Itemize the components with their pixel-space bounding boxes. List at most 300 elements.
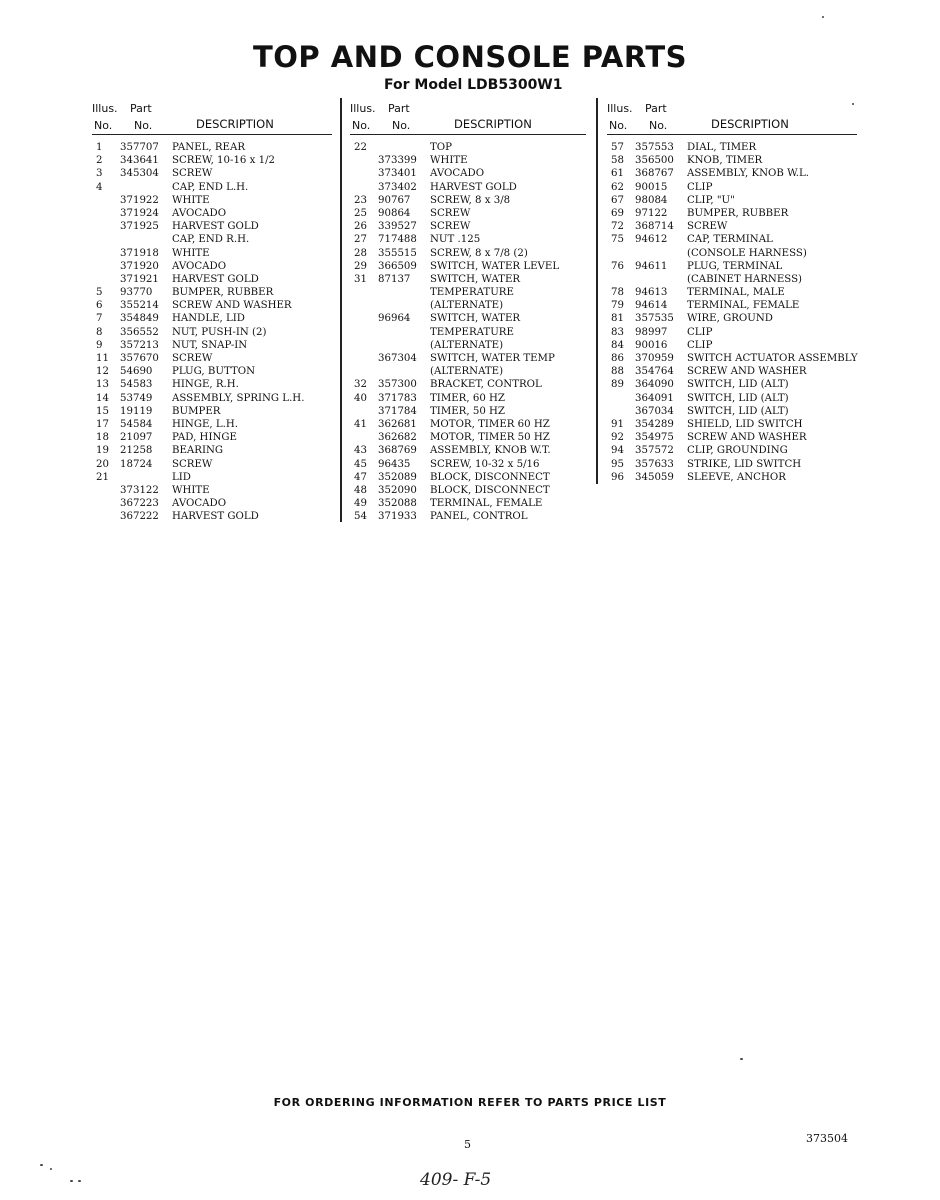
parts-column-2 <box>350 100 586 523</box>
part-number: 368714 <box>635 221 674 233</box>
illus-number: 95 <box>611 458 624 470</box>
part-description: (CABINET HARNESS) <box>687 273 803 285</box>
ordering-info-footer: FOR ORDERING INFORMATION REFER TO PARTS PRICE LIST <box>273 1096 667 1109</box>
header-description-label: DESCRIPTION <box>196 117 274 131</box>
part-description: AVOCADO <box>172 260 227 272</box>
table-row <box>607 431 857 444</box>
part-description: SCREW, 8 x 3/8 <box>430 194 511 206</box>
part-description: CAP, TERMINAL <box>687 234 773 246</box>
illus-number: 1 <box>96 142 103 153</box>
table-row <box>92 339 332 352</box>
page-title: TOP AND CONSOLE PARTS <box>252 40 688 74</box>
part-number: 93770 <box>120 287 153 299</box>
table-row <box>607 260 857 273</box>
page-number: 5 <box>464 1138 471 1151</box>
illus-number: 88 <box>611 366 624 378</box>
part-number: 370959 <box>635 353 674 364</box>
part-description: SCREW <box>172 168 213 180</box>
part-description: CLIP <box>687 181 713 193</box>
part-number: 367222 <box>120 511 159 523</box>
part-number: 373399 <box>378 155 417 167</box>
scan-speck <box>50 1168 52 1170</box>
part-description: BUMPER, RUBBER <box>687 207 789 219</box>
part-description: SCREW AND WASHER <box>687 432 807 444</box>
part-number: 339527 <box>378 221 417 233</box>
part-description: NUT, PUSH-IN (2) <box>172 326 267 338</box>
part-number: 54690 <box>120 366 153 378</box>
part-number: 87137 <box>378 273 411 285</box>
part-description: BUMPER <box>172 405 221 417</box>
part-description: SCREW <box>430 207 471 219</box>
part-description: HARVEST GOLD <box>172 511 259 523</box>
table-row <box>92 431 332 444</box>
part-description: LID <box>172 471 191 483</box>
illus-number: 61 <box>611 168 624 180</box>
part-description: PLUG, BUTTON <box>172 366 256 378</box>
illus-number: 5 <box>96 287 103 299</box>
part-number: 368769 <box>378 445 417 457</box>
part-description: (ALTERNATE) <box>430 366 504 378</box>
part-description: SCREW, 10-32 x 5/16 <box>430 458 540 470</box>
table-row <box>92 260 332 273</box>
part-number: 362682 <box>378 432 417 444</box>
table-row <box>607 299 857 312</box>
part-number: 367304 <box>378 353 417 364</box>
table-row <box>607 312 857 325</box>
table-row <box>350 233 586 246</box>
part-description: PAD, HINGE <box>172 432 237 444</box>
part-number: 352090 <box>378 484 417 496</box>
header-illus-label: Illus. <box>607 102 633 115</box>
parts-column-1 <box>92 100 332 523</box>
part-number: 54584 <box>120 418 153 430</box>
part-description: BUMPER, RUBBER <box>172 287 274 299</box>
header-part-no-label: No. <box>649 119 668 132</box>
illus-number: 20 <box>96 458 109 470</box>
part-number: 357300 <box>378 379 417 391</box>
part-description: TEMPERATURE <box>430 326 514 338</box>
table-row <box>350 365 586 378</box>
table-row <box>92 392 332 405</box>
part-description: TOP <box>430 142 453 153</box>
part-description: SWITCH, WATER <box>430 313 521 325</box>
illus-number: 75 <box>611 234 624 246</box>
part-description: STRIKE, LID SWITCH <box>687 458 802 470</box>
illus-number: 14 <box>96 392 109 404</box>
handwritten-note: 409- F-5 <box>420 1170 492 1190</box>
table-row <box>92 273 332 286</box>
part-description: SCREW AND WASHER <box>687 366 807 378</box>
part-description: BLOCK, DISCONNECT <box>430 484 550 496</box>
part-description: MOTOR, TIMER 50 HZ <box>430 432 550 444</box>
illus-number: 40 <box>354 392 367 404</box>
part-description: WHITE <box>172 194 210 206</box>
part-description: DIAL, TIMER <box>687 142 757 153</box>
part-number: 354975 <box>635 432 674 444</box>
header-part-no-label: No. <box>134 119 153 132</box>
part-description: HARVEST GOLD <box>430 181 517 193</box>
illus-number: 57 <box>611 142 624 153</box>
table-row <box>350 471 586 484</box>
table-row <box>92 458 332 471</box>
part-number: 371925 <box>120 221 159 233</box>
scan-speck <box>70 1180 73 1182</box>
table-row <box>350 378 586 391</box>
table-row <box>350 181 586 194</box>
part-number: 94613 <box>635 287 668 299</box>
illus-number: 76 <box>611 260 624 272</box>
part-number: 371924 <box>120 207 159 219</box>
illus-number: 47 <box>354 471 367 483</box>
illus-number: 4 <box>96 181 103 193</box>
part-number: 98084 <box>635 194 668 206</box>
column-header <box>607 100 857 135</box>
illus-number: 19 <box>96 445 109 457</box>
table-row <box>607 154 857 167</box>
part-number: 345059 <box>635 471 674 483</box>
part-description: BLOCK, DISCONNECT <box>430 471 550 483</box>
table-row <box>92 233 332 246</box>
part-description: SLEEVE, ANCHOR <box>687 471 786 483</box>
part-description: ASSEMBLY, KNOB W.L. <box>687 168 810 180</box>
part-number: 355515 <box>378 247 417 259</box>
table-row <box>350 260 586 273</box>
table-row <box>350 312 586 325</box>
table-row <box>350 510 586 523</box>
part-description: SCREW <box>172 353 213 364</box>
illus-number: 18 <box>96 432 109 444</box>
part-description: TERMINAL, FEMALE <box>687 300 800 312</box>
table-row <box>607 378 857 391</box>
part-number: 352089 <box>378 471 417 483</box>
part-number: 366509 <box>378 260 417 272</box>
header-illus-no-label: No. <box>94 119 113 132</box>
part-number: 94611 <box>635 260 668 272</box>
part-number: 717488 <box>378 234 417 246</box>
header-part-label: Part <box>130 102 152 115</box>
table-row <box>92 471 332 484</box>
part-number: 371933 <box>378 511 417 523</box>
table-row <box>607 405 857 418</box>
part-description: SCREW, 10-16 x 1/2 <box>172 155 276 167</box>
column-header <box>92 100 332 135</box>
part-number: 367034 <box>635 405 674 417</box>
part-number: 373401 <box>378 168 417 180</box>
table-row <box>92 220 332 233</box>
part-number: 371783 <box>378 392 417 404</box>
part-number: 354764 <box>635 366 674 378</box>
part-number: 357213 <box>120 339 159 351</box>
illus-number: 81 <box>611 313 624 325</box>
illus-number: 21 <box>96 471 109 483</box>
part-number: 364090 <box>635 379 674 391</box>
table-row <box>607 233 857 246</box>
part-description: NUT, SNAP-IN <box>172 339 248 351</box>
table-row <box>350 484 586 497</box>
part-description: TERMINAL, FEMALE <box>430 498 543 510</box>
part-number: 53749 <box>120 392 153 404</box>
table-row <box>607 273 857 286</box>
table-row <box>350 220 586 233</box>
column-divider <box>596 98 598 484</box>
part-number: 371918 <box>120 247 159 259</box>
part-description: PLUG, TERMINAL <box>687 260 783 272</box>
part-description: SWITCH, WATER <box>430 273 521 285</box>
table-row <box>350 154 586 167</box>
part-description: CLIP, GROUNDING <box>687 445 788 457</box>
part-number: 96964 <box>378 313 411 325</box>
table-row <box>350 194 586 207</box>
part-description: TERMINAL, MALE <box>687 287 785 299</box>
table-row <box>92 378 332 391</box>
part-description: SCREW <box>687 221 728 233</box>
table-row <box>92 497 332 510</box>
part-description: CAP, END R.H. <box>172 234 250 246</box>
illus-number: 43 <box>354 445 367 457</box>
table-row <box>350 207 586 220</box>
header-illus-no-label: No. <box>352 119 371 132</box>
header-part-no-label: No. <box>392 119 411 132</box>
table-row <box>607 444 857 457</box>
table-row <box>92 352 332 365</box>
part-description: TEMPERATURE <box>430 287 514 299</box>
illus-number: 72 <box>611 221 624 233</box>
part-number: 362681 <box>378 418 417 430</box>
table-row <box>350 352 586 365</box>
part-description: SCREW, 8 x 7/8 (2) <box>430 247 528 259</box>
part-number: 371921 <box>120 273 159 285</box>
table-row <box>607 220 857 233</box>
part-number: 356500 <box>635 155 674 167</box>
part-description: SCREW <box>172 458 213 470</box>
illus-number: 9 <box>96 339 103 351</box>
part-number: 21097 <box>120 432 153 444</box>
illus-number: 58 <box>611 155 624 167</box>
part-description: PANEL, REAR <box>172 142 246 153</box>
illus-number: 11 <box>96 353 109 364</box>
table-row <box>350 458 586 471</box>
part-description: SHIELD, LID SWITCH <box>687 418 803 430</box>
part-number: 367223 <box>120 498 159 510</box>
table-row <box>607 339 857 352</box>
part-description: CLIP <box>687 339 713 351</box>
table-row <box>92 312 332 325</box>
illus-number: 3 <box>96 168 103 180</box>
table-row <box>92 194 332 207</box>
table-row <box>350 299 586 312</box>
part-description: CAP, END L.H. <box>172 181 249 193</box>
part-description: CLIP, "U" <box>687 194 735 206</box>
illus-number: 91 <box>611 418 624 430</box>
table-row <box>350 247 586 260</box>
table-row <box>607 458 857 471</box>
table-row <box>92 510 332 523</box>
table-row <box>350 497 586 510</box>
scan-speck <box>852 103 854 105</box>
part-number: 364091 <box>635 392 674 404</box>
part-description: TIMER, 60 HZ <box>430 392 505 404</box>
part-description: NUT .125 <box>430 234 481 246</box>
table-row <box>607 352 857 365</box>
part-description: CLIP <box>687 326 713 338</box>
table-row <box>92 207 332 220</box>
part-description: WHITE <box>430 155 468 167</box>
table-row <box>92 141 332 154</box>
column-divider <box>340 98 342 522</box>
illus-number: 62 <box>611 181 624 193</box>
table-row <box>92 326 332 339</box>
table-row <box>92 418 332 431</box>
part-description: HARVEST GOLD <box>172 221 259 233</box>
illus-number: 13 <box>96 379 109 391</box>
header-illus-no-label: No. <box>609 119 628 132</box>
part-description: SCREW AND WASHER <box>172 300 292 312</box>
part-description: HINGE, R.H. <box>172 379 239 391</box>
scan-speck <box>740 1058 743 1060</box>
illus-number: 89 <box>611 379 624 391</box>
header-part-label: Part <box>645 102 667 115</box>
part-description: WHITE <box>172 484 210 496</box>
part-description: AVOCADO <box>430 168 485 180</box>
part-number: 357707 <box>120 142 159 153</box>
part-description: (CONSOLE HARNESS) <box>687 247 807 259</box>
table-row <box>350 273 586 286</box>
part-number: 90767 <box>378 194 411 206</box>
part-description: SWITCH, LID (ALT) <box>687 392 789 404</box>
table-row <box>92 405 332 418</box>
parts-column-3 <box>607 100 857 484</box>
table-row <box>607 471 857 484</box>
illus-number: 32 <box>354 379 367 391</box>
table-row <box>607 194 857 207</box>
part-description: ASSEMBLY, SPRING L.H. <box>172 392 305 404</box>
table-row <box>350 405 586 418</box>
part-number: 94612 <box>635 234 668 246</box>
illus-number: 29 <box>354 260 367 272</box>
part-number: 357670 <box>120 353 159 364</box>
part-description: SWITCH ACTUATOR ASSEMBLY <box>687 353 858 364</box>
illus-number: 78 <box>611 287 624 299</box>
part-number: 371784 <box>378 405 417 417</box>
illus-number: 8 <box>96 326 103 338</box>
part-description: HINGE, L.H. <box>172 418 238 430</box>
table-row <box>350 141 586 154</box>
illus-number: 31 <box>354 273 367 285</box>
header-illus-label: Illus. <box>92 102 118 115</box>
part-description: HANDLE, LID <box>172 313 245 325</box>
part-description: PANEL, CONTROL <box>430 511 528 523</box>
part-number: 373402 <box>378 181 417 193</box>
table-row <box>92 444 332 457</box>
part-description: KNOB, TIMER <box>687 155 763 167</box>
part-number: 356552 <box>120 326 159 338</box>
illus-number: 28 <box>354 247 367 259</box>
part-description: TIMER, 50 HZ <box>430 405 505 417</box>
part-number: 357572 <box>635 445 674 457</box>
illus-number: 6 <box>96 300 103 312</box>
table-row <box>607 365 857 378</box>
header-illus-label: Illus. <box>350 102 376 115</box>
illus-number: 12 <box>96 366 109 378</box>
illus-number: 84 <box>611 339 624 351</box>
part-number: 90015 <box>635 181 668 193</box>
part-description: SCREW <box>430 221 471 233</box>
illus-number: 27 <box>354 234 367 246</box>
table-row <box>92 365 332 378</box>
part-number: 345304 <box>120 168 159 180</box>
illus-number: 17 <box>96 418 109 430</box>
table-row <box>607 247 857 260</box>
illus-number: 83 <box>611 326 624 338</box>
part-number: 354289 <box>635 418 674 430</box>
table-row <box>607 141 857 154</box>
header-description-label: DESCRIPTION <box>711 117 789 131</box>
table-row <box>607 326 857 339</box>
part-description: AVOCADO <box>172 207 227 219</box>
illus-number: 2 <box>96 155 103 167</box>
table-row <box>350 286 586 299</box>
part-description: WIRE, GROUND <box>687 313 773 325</box>
part-number: 373122 <box>120 484 159 496</box>
illus-number: 48 <box>354 484 367 496</box>
table-row <box>92 167 332 180</box>
part-number: 371920 <box>120 260 159 272</box>
illus-number: 94 <box>611 445 624 457</box>
table-row <box>607 167 857 180</box>
table-row <box>92 299 332 312</box>
illus-number: 86 <box>611 353 624 364</box>
illus-number: 96 <box>611 471 624 483</box>
part-number: 90016 <box>635 339 668 351</box>
part-description: BEARING <box>172 445 224 457</box>
part-description: SWITCH, LID (ALT) <box>687 405 789 417</box>
part-number: 97122 <box>635 207 668 219</box>
part-number: 21258 <box>120 445 153 457</box>
table-row <box>350 431 586 444</box>
part-number: 18724 <box>120 458 153 470</box>
part-number: 98997 <box>635 326 668 338</box>
part-description: ASSEMBLY, KNOB W.T. <box>430 445 551 457</box>
part-description: (ALTERNATE) <box>430 339 504 351</box>
illus-number: 92 <box>611 432 624 444</box>
illus-number: 54 <box>354 511 367 523</box>
table-row <box>92 286 332 299</box>
part-description: SWITCH, WATER LEVEL <box>430 260 560 272</box>
illus-number: 49 <box>354 498 367 510</box>
illus-number: 41 <box>354 418 367 430</box>
column-header <box>350 100 586 135</box>
illus-number: 69 <box>611 207 624 219</box>
part-description: AVOCADO <box>172 498 227 510</box>
part-number: 54583 <box>120 379 153 391</box>
part-number: 19119 <box>120 405 153 417</box>
illus-number: 7 <box>96 313 103 325</box>
part-description: SWITCH, WATER TEMP <box>430 353 555 364</box>
table-row <box>92 247 332 260</box>
illus-number: 26 <box>354 221 367 233</box>
table-row <box>350 326 586 339</box>
table-row <box>92 484 332 497</box>
table-row <box>350 418 586 431</box>
part-number: 357553 <box>635 142 674 153</box>
part-number: 357633 <box>635 458 674 470</box>
part-number: 96435 <box>378 458 411 470</box>
part-number: 94614 <box>635 300 668 312</box>
table-row <box>350 339 586 352</box>
table-row <box>607 207 857 220</box>
illus-number: 23 <box>354 194 367 206</box>
table-row <box>92 181 332 194</box>
